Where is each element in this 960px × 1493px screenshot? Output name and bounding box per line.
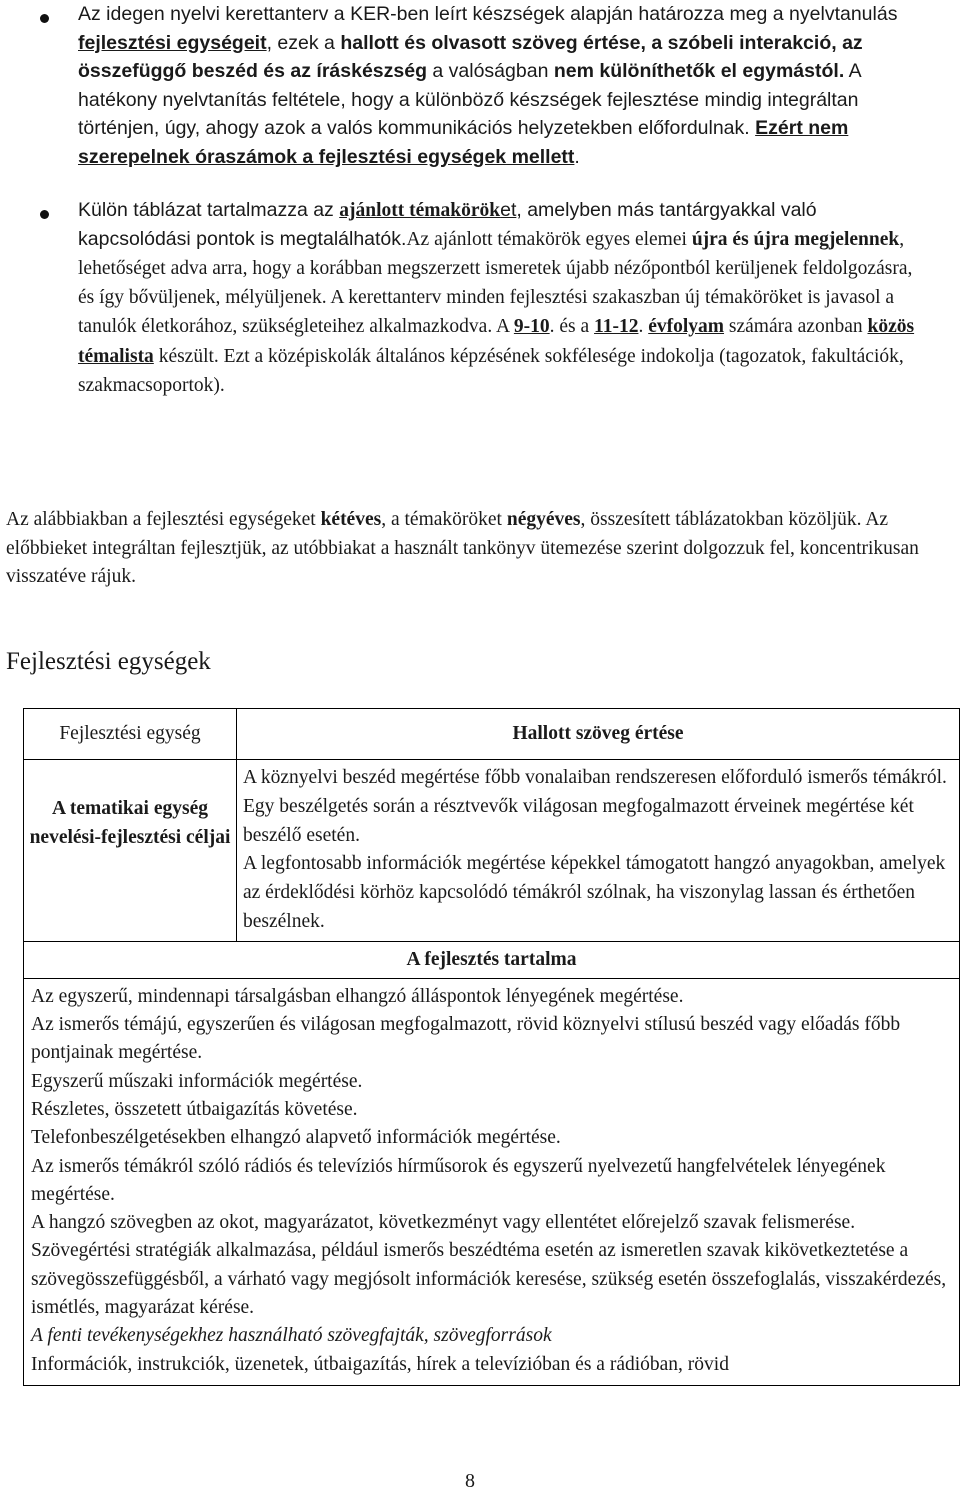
bullet-text: [78, 199, 914, 396]
text-run: A hatékony nyelvtanítás feltétele, hogy a különböző készségek fejlesztése mindig integráltan történjen, úgy, ahogy azok a valós kommunikációs helyzetekben előfordulnak.: [78, 60, 861, 140]
text-run: , amelyben más tantárgyakkal való kapcsolódási pontok is megtalálhatók.: [78, 198, 817, 250]
text-run: ajánlott témakörök: [339, 199, 501, 221]
text-run: hallott és olvasott szöveg értése, a szóbeli interakció, az összefüggő beszéd és az íráskészség: [78, 31, 863, 83]
text-run: , összesített táblázatokban közöljük. Az előbbieket integráltan fejlesztjük, az utóbbiakat a használt tankönyv ütemezése szerint dolgozzuk fel, koncentrikusan visszatéve rájuk.: [6, 509, 919, 587]
unit-title: Hallott szöveg értése: [512, 723, 684, 744]
unit-title-cell: [237, 709, 960, 760]
unit-label: Fejlesztési egység: [59, 723, 201, 744]
section-heading: Fejlesztési egységek: [6, 648, 211, 675]
text-run: et: [500, 198, 517, 221]
text-types-value: Információk, instrukciók, üzenetek, útbaigazítás, hírek a televízióban és a rádióban, rövid: [31, 1353, 729, 1375]
text-run: Külön táblázat tartalmazza az: [78, 198, 340, 221]
development-unit-table: [23, 708, 960, 1386]
content-item: Az egyszerű, mindennapi társalgásban elhangzó álláspontok lényegének megértése.: [31, 985, 684, 1007]
text-run: , lehetőséget adva arra, hogy a korábban megszerzett ismeretek újabb nézőpontból kerüljenek feldolgozásra, és így bővüljenek, mélyüljenek. A kerettanterv minden fejlesztési szakaszban új témaköröket is javasol a tanulók életkorához, szükségleteihez alkalmazkodva. A: [78, 228, 913, 338]
text-run: , a témaköröket: [381, 509, 507, 530]
text-run: a valóságban: [426, 60, 554, 83]
summary-paragraph: [6, 506, 936, 592]
content-label-cell: [24, 941, 960, 978]
content-item: Szövegértési stratégiák alkalmazása, például ismerős beszédtéma esetén az ismeretlen szavak kikövetkeztetése a szövegösszefüggésből, a várható vagy megjósolt információk keresése, szükség esetén összefoglalás, visszakérdezés, ismétlés, magyarázat kérése.: [31, 1240, 947, 1319]
text-run: 11-12: [594, 316, 639, 338]
content-label: A fejlesztés tartalma: [406, 948, 577, 970]
goals-line: A köznyelvi beszéd megértése főbb vonalaiban rendszeresen előforduló ismerős témákról. Egy beszélgetés során a résztvevők világosan megfogalmazott érveinek megértése két beszélő esetén.: [243, 767, 947, 846]
bullet-dot-icon: [40, 210, 49, 219]
content-item: Az ismerős témájú, egyszerűen és világosan megfogalmazott, rövid köznyelvi stílusú beszéd vagy előadás főbb pontjainak megértése.: [31, 1014, 901, 1064]
text-run: Az alábbiakban a fejlesztési egységeket: [6, 509, 321, 530]
text-run: négyéves: [506, 509, 581, 530]
text-run: Az idegen nyelvi kerettanterv a KER-ben leírt készségek alapján határozza meg a nyelvtanulás: [78, 3, 898, 25]
bullet-list: [20, 0, 920, 400]
text-run: .: [638, 316, 649, 338]
goals-label-cell: [24, 760, 237, 942]
content-item: Az ismerős témákról szóló rádiós és televíziós hírműsorok és egyszerű nyelvezetű hangfelvételek lényegének megértése.: [31, 1155, 886, 1205]
content-cell: [24, 978, 960, 1385]
text-run: Az ajánlott témakörök egyes elemei: [406, 228, 692, 250]
text-run: készült. Ezt a középiskolák általános képzésének sokfélesége indokolja (tagozatok, fakultációk, szakmacsoportok).: [78, 345, 904, 396]
text-run: újra és újra megjelennek: [691, 228, 900, 250]
bullet-dot-icon: [40, 14, 49, 23]
text-types-label: A fenti tevékenységekhez használható szövegfajták, szövegforrások: [31, 1325, 552, 1347]
content-item: A hangzó szövegben az okot, magyarázatot, következményt vagy ellentétet előrejelző szavak felismerése.: [31, 1212, 856, 1234]
bullet-text: [78, 3, 897, 168]
text-run: . és a: [549, 316, 595, 338]
text-run: évfolyam: [648, 316, 725, 338]
goals-line: A legfontosabb információk megértése képekkel támogatott hangzó anyagokban, amelyek az érdeklődési körhöz kapcsolódó témákról szólnak, ha viszonylag lassan és érthetően beszélnek.: [243, 853, 946, 932]
text-run: közös témalista: [78, 316, 915, 367]
text-run: .: [574, 145, 580, 168]
text-run: 9-10: [513, 316, 550, 338]
goals-cell: [237, 760, 960, 942]
content-item: Telefonbeszélgetésekben elhangzó alapvető információk megértése.: [31, 1127, 561, 1149]
text-run: fejlesztési egységeit: [78, 31, 267, 54]
bullet-item-skills: [20, 0, 920, 172]
goals-label: A tematikai egység nevelési-fejlesztési céljai: [29, 798, 231, 848]
content-item: Részletes, összetett útbaigazítás követése.: [31, 1098, 358, 1120]
text-run: Ezért nem szerepelnek óraszámok a fejlesztési egységek mellett: [78, 117, 849, 168]
text-run: kétéves: [320, 509, 382, 530]
bullet-item-topics: [20, 196, 920, 400]
unit-label-cell: [24, 709, 237, 760]
page-number: 8: [465, 1470, 475, 1492]
text-run: nem különíthetők el egymástól.: [553, 60, 845, 83]
content-item: Egyszerű műszaki információk megértése.: [31, 1070, 363, 1092]
text-run: számára azonban: [724, 316, 868, 338]
text-run: , ezek a: [266, 31, 341, 54]
